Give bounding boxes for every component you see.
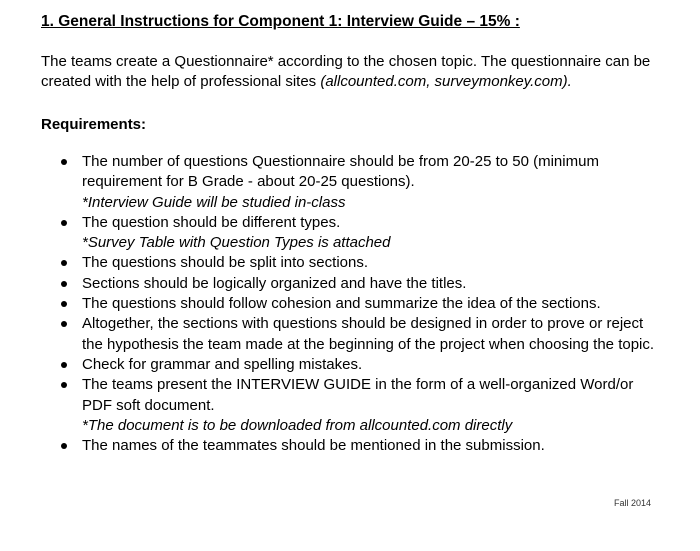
list-item [56,253,666,273]
requirements-label: Requirements: [41,116,147,133]
list-item [56,152,666,213]
list-item-text: Check for grammar and spelling mistakes. [82,355,363,373]
list-item-note: *The document is to be downloaded from allcounted.com directly [82,416,513,434]
list-item [56,314,666,355]
bullet-icon [61,321,67,327]
list-item-note: *Survey Table with Question Types is attached [82,234,391,252]
list-item-text: The questions should be split into sections. [82,254,369,272]
list-item-note: *Interview Guide will be studied in-class [82,193,346,211]
list-item-text: Altogether, the sections with questions should be designed in order to prove or reject the hypothesis the team made at the beginning of the project when choosing the topic. [82,315,655,353]
intro-sites: (allcounted.com, surveymonkey.com). [320,73,572,90]
footer-term: Fall 2014 [614,498,652,508]
bullet-icon [61,382,67,388]
bullet-icon [61,443,67,449]
section-heading: 1. General Instructions for Component 1: Interview Guide – 15% : [41,13,520,30]
intro-paragraph [41,52,671,92]
bullet-icon [61,362,67,368]
list-item [56,355,666,375]
list-item-text: The questions should follow cohesion and summarize the idea of the sections. [82,295,601,313]
bullet-icon [61,301,67,307]
list-item [56,274,666,294]
list-item-text: The teams present the INTERVIEW GUIDE in the form of a well-organized Word/or PDF soft document. [82,376,634,414]
requirements-list [56,152,666,456]
list-item [56,375,666,436]
intro-text: The teams create a Questionnaire* according to the chosen topic. The questionnaire can be created with the help of professional sites [41,53,651,90]
list-item [56,294,666,314]
list-item-text: Sections should be logically organized and have the titles. [82,274,467,292]
bullet-icon [61,260,67,266]
list-item [56,213,666,254]
bullet-icon [61,281,67,287]
list-item-text: The question should be different types. [82,213,341,231]
bullet-icon [61,159,67,165]
bullet-icon [61,220,67,226]
list-item-text: The names of the teammates should be mentioned in the submission. [82,437,545,455]
list-item-text: The number of questions Questionnaire should be from 20-25 to 50 (minimum requirement for B Grade - about 20-25 questions). [82,153,599,191]
list-item [56,436,666,456]
